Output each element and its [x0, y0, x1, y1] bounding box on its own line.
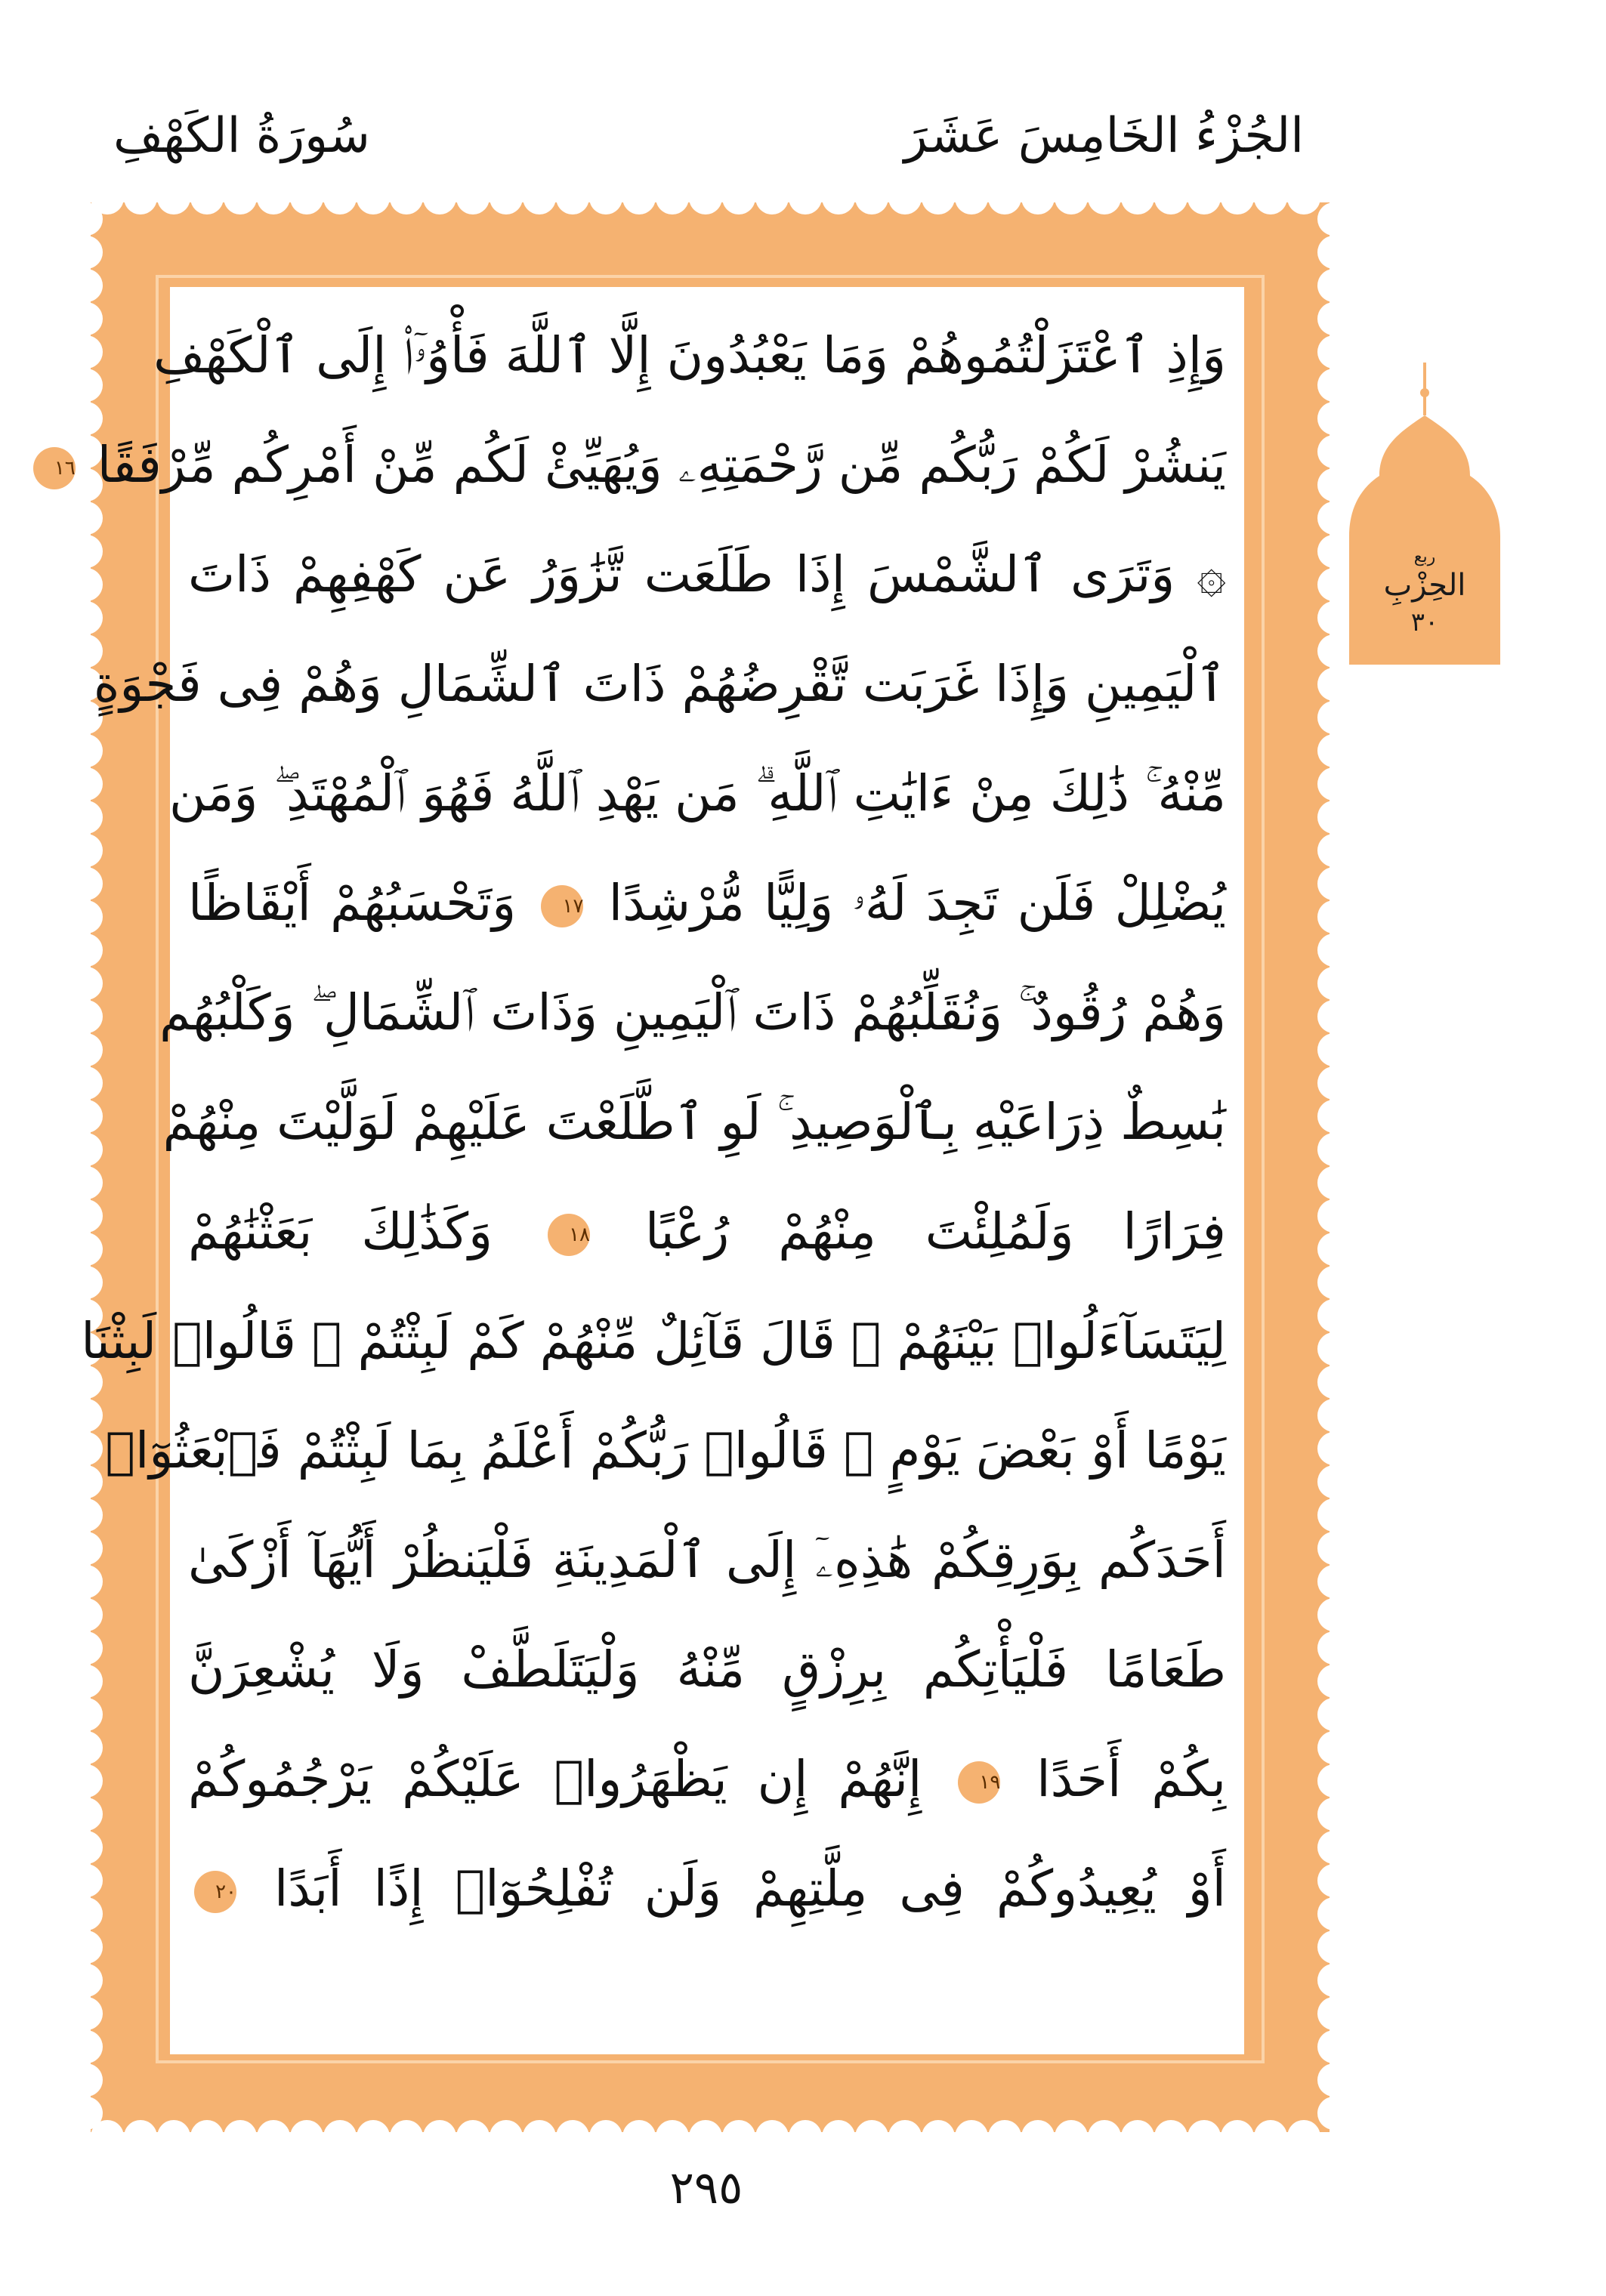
frame-scallop: [69, 369, 103, 402]
frame-scallop: [1188, 2120, 1221, 2153]
verse-text: وَهُمْ رُقُودٌ ۚ وَنُقَلِّبُهُمْ ذَاتَ ٱلْيَمِينِ وَذَاتَ ٱلشِّمَالِ ۖ وَكَلْبُهُم: [159, 983, 1226, 1042]
frame-scallop: [1317, 535, 1351, 568]
frame-scallop: [1317, 701, 1351, 734]
hizb-label: الحِزْبِ: [1383, 568, 1466, 603]
frame-scallop: [1317, 601, 1351, 634]
frame-scallop: [69, 302, 103, 335]
frame-scallop: [224, 2120, 257, 2153]
frame-scallop: [1317, 1066, 1351, 1100]
frame-scallop: [1317, 1399, 1351, 1432]
frame-scallop: [1317, 1100, 1351, 1133]
frame-scallop: [69, 236, 103, 269]
frame-scallop: [822, 2120, 855, 2153]
frame-scallop: [1317, 801, 1351, 834]
frame-scallop: [69, 1731, 103, 1764]
frame-scallop: [69, 1831, 103, 1864]
verse-text: إِنَّهُمْ إِن يَظْهَرُوا۟ عَلَيْكُمْ يَرْجُمُوكُمْ: [188, 1750, 922, 1808]
frame-scallop: [69, 967, 103, 1000]
frame-scallop: [69, 1100, 103, 1133]
frame-scallop: [69, 202, 103, 236]
frame-scallop: [1317, 2030, 1351, 2063]
frame-scallop: [1317, 501, 1351, 535]
frame-scallop: [69, 1432, 103, 1465]
frame-scallop: [1317, 1897, 1351, 1930]
frame-scallop: [69, 900, 103, 934]
frame-scallop: [922, 2120, 955, 2153]
frame-scallop: [1021, 181, 1055, 214]
frame-scallop: [689, 181, 722, 214]
frame-scallop: [190, 181, 224, 214]
frame-scallop: [69, 1233, 103, 1266]
frame-scallop: [988, 2120, 1021, 2153]
frame-scallop: [1317, 435, 1351, 468]
frame-scallop: [69, 335, 103, 369]
frame-scallop: [1317, 1698, 1351, 1731]
surah-name: سُورَةُ الكَهْفِ: [113, 108, 370, 164]
frame-scallop: [490, 181, 523, 214]
frame-scallop: [69, 1930, 103, 1964]
frame-scallop: [69, 1598, 103, 1631]
ayah-number-marker: ١٧: [541, 885, 583, 927]
frame-scallop: [722, 181, 755, 214]
frame-scallop: [656, 181, 689, 214]
frame-scallop: [69, 269, 103, 302]
frame-scallop: [1317, 1465, 1351, 1498]
frame-scallop: [656, 2120, 689, 2153]
frame-scallop: [1317, 867, 1351, 900]
frame-scallop: [69, 1798, 103, 1831]
frame-scallop: [423, 181, 456, 214]
frame-scallop: [622, 2120, 656, 2153]
frame-scallop: [69, 2063, 103, 2097]
frame-scallop: [556, 2120, 589, 2153]
juz-name: الجُزْءُ الخَامِسَ عَشَرَ: [903, 108, 1304, 164]
frame-scallop: [69, 535, 103, 568]
verse-text: يَوْمًا أَوْ بَعْضَ يَوْمٍ ۚ قَالُوا۟ رَبُّكُمْ أَعْلَمُ بِمَا لَبِثْتُمْ فَٱبْعَثُوٓا۟: [105, 1421, 1226, 1480]
frame-scallop: [69, 1465, 103, 1498]
verse-line: [162, 1067, 1226, 1177]
frame-scallop: [1317, 967, 1351, 1000]
quran-text-area: [54, 287, 1244, 2054]
frame-scallop: [1317, 1565, 1351, 1598]
frame-scallop: [1317, 402, 1351, 435]
frame-scallop: [1317, 668, 1351, 701]
frame-scallop: [888, 181, 922, 214]
verse-line: [54, 410, 1226, 520]
hizb-quarter-label: ربع: [1413, 548, 1436, 566]
frame-scallop: [1055, 181, 1088, 214]
frame-scallop: [1317, 1000, 1351, 1033]
frame-scallop: [1254, 181, 1287, 214]
frame-scallop: [69, 2097, 103, 2130]
verse-text: أَوْ يُعِيدُوكُمْ فِى مِلَّتِهِمْ وَلَن تُفْلِحُوٓا۟ إِذًا أَبَدًا: [273, 1859, 1226, 1918]
frame-scallop: [456, 181, 490, 214]
frame-scallop: [1317, 1133, 1351, 1166]
frame-scallop: [1317, 2097, 1351, 2130]
ayah-number-marker: ١٦: [33, 447, 76, 489]
frame-scallop: [1317, 369, 1351, 402]
frame-scallop: [290, 181, 323, 214]
frame-scallop: [1121, 181, 1154, 214]
frame-scallop: [755, 2120, 789, 2153]
frame-scallop: [1317, 1366, 1351, 1399]
frame-scallop: [1317, 834, 1351, 867]
verse-text: يَنشُرْ لَكُمْ رَبُّكُم مِّن رَّحْمَتِهِۦ وَيُهَيِّئْ لَكُم مِّنْ أَمْرِكُم مِّرْفَقًا: [97, 436, 1226, 494]
verse-text: وَتَحْسَبُهُمْ أَيْقَاظًا: [188, 874, 517, 932]
frame-scallop: [855, 2120, 888, 2153]
frame-scallop: [1317, 1498, 1351, 1532]
frame-scallop: [69, 1565, 103, 1598]
verse-line: [188, 1177, 1226, 1286]
frame-scallop: [1317, 1532, 1351, 1565]
frame-scallop: [1254, 2120, 1287, 2153]
frame-scallop: [822, 181, 855, 214]
frame-scallop: [124, 181, 157, 214]
frame-scallop: [888, 2120, 922, 2153]
verse-text: بَٰسِطٌ ذِرَاعَيْهِ بِٱلْوَصِيدِ ۚ لَوِ ٱطَّلَعْتَ عَلَيْهِمْ لَوَلَّيْتَ مِنْهُمْ: [162, 1093, 1226, 1151]
frame-scallop: [1317, 1831, 1351, 1864]
frame-scallop: [1317, 1764, 1351, 1798]
frame-scallop: [1317, 1631, 1351, 1665]
frame-scallop: [855, 181, 888, 214]
verse-text: مِّنْهُ ۚ ذَٰلِكَ مِنْ ءَايَٰتِ ٱللَّهِ ۗ مَن يَهْدِ ٱللَّهُ فَهُوَ ٱلْمُهْتَدِ ۖ وَمَن: [168, 764, 1226, 822]
frame-scallop: [390, 2120, 423, 2153]
frame-scallop: [69, 1532, 103, 1565]
frame-scallop: [69, 1133, 103, 1166]
frame-scallop: [1317, 1930, 1351, 1964]
hizb-number: ٣٠: [1410, 607, 1439, 637]
frame-scallop: [1317, 269, 1351, 302]
frame-scallop: [69, 1199, 103, 1233]
frame-scallop: [69, 1897, 103, 1930]
frame-scallop: [1317, 900, 1351, 934]
frame-scallop: [69, 867, 103, 900]
frame-scallop: [1317, 1731, 1351, 1764]
verse-text: لِيَتَسَآءَلُوا۟ بَيْنَهُمْ ۚ قَالَ قَآئِلٌ مِّنْهُمْ كَمْ لَبِثْتُمْ ۖ قَالُوا۟ لَبِثْنَا: [81, 1312, 1226, 1370]
frame-scallop: [1317, 236, 1351, 269]
verse-text: وَكَذَٰلِكَ بَعَثْنَٰهُمْ: [188, 1202, 493, 1261]
frame-scallop: [69, 2030, 103, 2063]
frame-scallop: [69, 1399, 103, 1432]
frame-scallop: [1317, 767, 1351, 801]
frame-scallop: [69, 767, 103, 801]
verse-text: أَحَدَكُم بِوَرِقِكُمْ هَٰذِهِۦٓ إِلَى ٱلْمَدِينَةِ فَلْيَنظُرْ أَيُّهَآ أَزْكَىٰ: [188, 1531, 1226, 1589]
page-number: ٢٩٥: [669, 2162, 743, 2214]
verse-text: بِكُمْ أَحَدًا: [1036, 1750, 1227, 1808]
frame-scallop: [1317, 934, 1351, 967]
ayah-number-marker: ٢٠: [194, 1871, 236, 1913]
frame-scallop: [257, 181, 290, 214]
frame-scallop: [1317, 335, 1351, 369]
frame-scallop: [1317, 1332, 1351, 1366]
frame-scallop: [523, 2120, 556, 2153]
frame-scallop: [224, 181, 257, 214]
frame-scallop: [69, 934, 103, 967]
verse-text: طَعَامًا فَلْيَأْتِكُم بِرِزْقٍ مِّنْهُ وَلْيَتَلَطَّفْ وَلَا يُشْعِرَنَّ: [188, 1640, 1226, 1699]
frame-scallop: [390, 181, 423, 214]
frame-scallop: [1287, 2120, 1320, 2153]
frame-scallop: [69, 1997, 103, 2030]
ayah-number-marker: ١٨: [548, 1214, 590, 1256]
frame-scallop: [1088, 2120, 1121, 2153]
frame-scallop: [456, 2120, 490, 2153]
frame-scallop: [523, 181, 556, 214]
frame-scallop: [323, 181, 357, 214]
frame-scallop: [69, 1864, 103, 1897]
frame-scallop: [1317, 468, 1351, 501]
frame-scallop: [157, 181, 190, 214]
verse-line: [188, 1834, 1226, 1943]
frame-scallop: [1188, 181, 1221, 214]
frame-scallop: [1121, 2120, 1154, 2153]
frame-scallop: [490, 2120, 523, 2153]
frame-scallop: [69, 568, 103, 601]
frame-scallop: [124, 2120, 157, 2153]
frame-scallop: [1317, 568, 1351, 601]
frame-scallop: [1317, 1166, 1351, 1199]
verse-text: وَإِذِ ٱعْتَزَلْتُمُوهُمْ وَمَا يَعْبُدُونَ إِلَّا ٱللَّهَ فَأْوُۥٓا۟ إِلَى ٱلْكَهْفِ: [153, 326, 1226, 384]
verse-line: [188, 1615, 1226, 1724]
verse-text: ٱلْيَمِينِ وَإِذَا غَرَبَت تَّقْرِضُهُمْ ذَاتَ ٱلشِّمَالِ وَهُمْ فِى فَجْوَةٍ: [93, 655, 1226, 713]
frame-scallop: [1317, 1432, 1351, 1465]
frame-scallop: [1287, 181, 1320, 214]
verse-line: [188, 1505, 1226, 1615]
frame-scallop: [1154, 2120, 1188, 2153]
frame-scallop: [1317, 1598, 1351, 1631]
frame-scallop: [1055, 2120, 1088, 2153]
frame-scallop: [1317, 1266, 1351, 1299]
verse-line: [188, 520, 1226, 629]
frame-scallop: [290, 2120, 323, 2153]
frame-scallop: [988, 181, 1021, 214]
frame-scallop: [69, 834, 103, 867]
frame-scallop: [789, 2120, 822, 2153]
frame-scallop: [257, 2120, 290, 2153]
frame-scallop: [1317, 1798, 1351, 1831]
frame-scallop: [1317, 202, 1351, 236]
frame-scallop: [755, 181, 789, 214]
frame-scallop: [1317, 1665, 1351, 1698]
verse-text: فِرَارًا وَلَمُلِئْتَ مِنْهُمْ رُعْبًا: [644, 1202, 1226, 1261]
frame-scallop: [589, 181, 622, 214]
frame-scallop: [1221, 181, 1254, 214]
verse-line: [188, 848, 1226, 958]
frame-scallop: [69, 1066, 103, 1100]
frame-scallop: [69, 1665, 103, 1698]
frame-scallop: [69, 801, 103, 834]
frame-scallop: [556, 181, 589, 214]
verse-text: ۞ وَتَرَى ٱلشَّمْسَ إِذَا طَلَعَت تَّزَٰوَرُ عَن كَهْفِهِمْ ذَاتَ: [188, 545, 1226, 603]
frame-scallop: [589, 2120, 622, 2153]
frame-scallop: [69, 1764, 103, 1798]
frame-scallop: [1317, 302, 1351, 335]
frame-scallop: [789, 181, 822, 214]
frame-scallop: [1317, 1964, 1351, 1997]
verse-line: [105, 1396, 1226, 1505]
frame-scallop: [1317, 1233, 1351, 1266]
frame-scallop: [157, 2120, 190, 2153]
frame-scallop: [955, 181, 988, 214]
frame-scallop: [190, 2120, 224, 2153]
frame-scallop: [1317, 2063, 1351, 2097]
verse-line: [153, 301, 1226, 410]
frame-scallop: [689, 2120, 722, 2153]
frame-scallop: [357, 2120, 390, 2153]
frame-scallop: [323, 2120, 357, 2153]
frame-scallop: [69, 1000, 103, 1033]
frame-scallop: [69, 1964, 103, 1997]
frame-scallop: [69, 1166, 103, 1199]
verse-text: يُضْلِلْ فَلَن تَجِدَ لَهُۥ وَلِيًّا مُّرْشِدًا: [608, 874, 1227, 932]
verse-line: [93, 629, 1226, 739]
frame-scallop: [69, 1631, 103, 1665]
frame-scallop: [69, 1498, 103, 1532]
frame-scallop: [69, 1033, 103, 1066]
frame-scallop: [1221, 2120, 1254, 2153]
verse-line: [159, 958, 1226, 1067]
verse-line: [168, 739, 1226, 848]
frame-scallop: [1154, 181, 1188, 214]
frame-scallop: [1317, 1299, 1351, 1332]
hizb-quarter-marker: [1349, 363, 1500, 665]
frame-scallop: [1317, 1864, 1351, 1897]
frame-scallop: [922, 181, 955, 214]
verse-line: [81, 1286, 1226, 1396]
frame-scallop: [423, 2120, 456, 2153]
frame-scallop: [69, 1698, 103, 1731]
frame-scallop: [955, 2120, 988, 2153]
verse-line: [188, 1724, 1226, 1834]
frame-scallop: [1317, 1199, 1351, 1233]
frame-scallop: [1317, 1997, 1351, 2030]
frame-scallop: [722, 2120, 755, 2153]
verse-lines: [54, 301, 1227, 1943]
frame-scallop: [69, 734, 103, 767]
frame-scallop: [1317, 634, 1351, 668]
frame-scallop: [622, 181, 656, 214]
frame-scallop: [1317, 734, 1351, 767]
frame-scallop: [357, 181, 390, 214]
frame-scallop: [1317, 1033, 1351, 1066]
frame-scallop: [1088, 181, 1121, 214]
frame-scallop: [1021, 2120, 1055, 2153]
ayah-number-marker: ١٩: [958, 1761, 1000, 1804]
